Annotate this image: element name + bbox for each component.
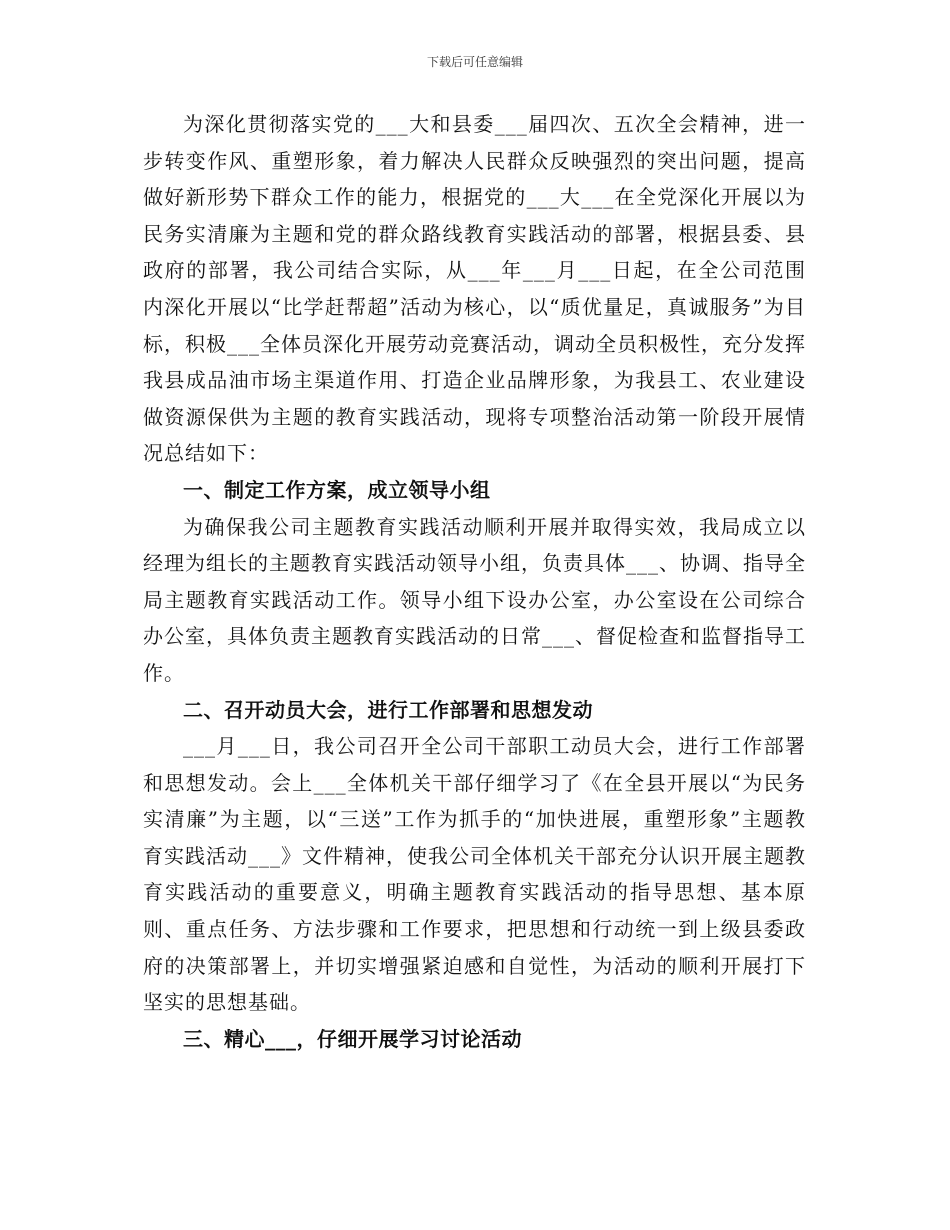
section-paragraph-2: ___月___日，我公司召开全公司干部职工动员大会，进行工作部署和思想发动。会上___全体机关干部仔细学习了《在全县开展以“为民务实清廉”为主题，以“三送”工作为抓手的“加快进展，重塑形象”主题教育实践活动___》文件精神，使我公司全体机关干部充分认识开展主题教育实践活动的重要意义，明确主题教育实践活动的指导思想、基本原则、重点任务、方法步骤和工作要求，把思想和行动统一到上级县委政府的决策部署上，并切实增强紧迫感和自觉性，为活动的顺利开展打下坚实的思想基础。 (143, 734, 806, 1015)
section-heading-3: 三、精心___，仔细开展学习讨论活动 (183, 1026, 522, 1051)
section-heading-1: 一、制定工作方案，成立领导小组 (183, 477, 491, 502)
document-body (143, 106, 806, 1057)
section-heading-2: 二、召开动员大会，进行工作部署和思想发动 (183, 697, 593, 722)
section-paragraph-1: 为确保我公司主题教育实践活动顺利开展并取得实效，我局成立以经理为组长的主题教育实践活动领导小组，负责具体___、协调、指导全局主题教育实践活动工作。领导小组下设办公室，办公室设在公司综合办公室，具体负责主题教育实践活动的日常___、督促检查和监督指导工作。 (143, 514, 806, 685)
intro-paragraph: 为深化贯彻落实党的___大和县委___届四次、五次全会精神，进一步转变作风、重塑形象，着力解决人民群众反映强烈的突出问题，提高做好新形势下群众工作的能力，根据党的___大___在全党深化开展以为民务实清廉为主题和党的群众路线教育实践活动的部署，根据县委、县政府的部署，我公司结合实际，从___年___月___日起，在全公司范围内深化开展以“比学赶帮超”活动为核心，以“质优量足，真诚服务”为目标，积极___全体员深化开展劳动竞赛活动，调动全员积极性，充分发挥我县成品油市场主渠道作用、打造企业品牌形象，为我县工、农业建设做资源保供为主题的教育实践活动，现将专项整治活动第一阶段开展情况总结如下： (143, 112, 806, 466)
page-header: 下载后可任意编辑 (426, 55, 523, 69)
